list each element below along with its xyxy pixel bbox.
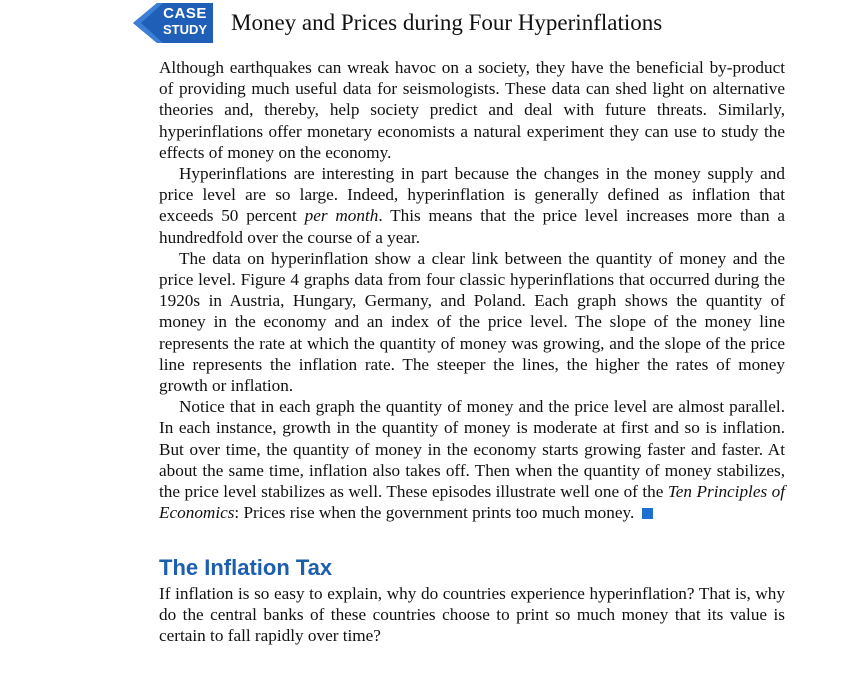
paragraph-4-text-b: : Prices rise when the government prints too much money. <box>234 503 635 523</box>
case-study-body <box>159 57 785 523</box>
paragraph-1: Although earthquakes can wreak havoc on a society, they have the beneficial by-product of providing much useful data for seismologists. These data can shed light on alternative theories and, thereby, help society predict and deal with future threats. Similarly, hyperinflations offer monetary economists a natural experiment they can use to study the effects of money on the economy. <box>159 58 785 162</box>
paragraph-4 <box>159 396 785 523</box>
badge-line-2: STUDY <box>162 22 208 37</box>
case-study-badge <box>133 3 213 43</box>
paragraph-3: The data on hyperinflation show a clear link between the quantity of money and the price level. Figure 4 graphs data from four classic hyperinflations that occurred during the 1920s in Austria, Hungary, Germany, and Poland. Each graph shows the quantity of money in the economy and an index of the price level. The slope of the money line represents the rate at which the quantity of money was growing, and the slope of the price line represents the inflation rate. The steeper the lines, the higher the rates of money growth or inflation. <box>159 248 785 396</box>
paragraph-4-text-a: Notice that in each graph the quantity of money and the price level are almost parallel. In each instance, growth in the quantity of money is moderate at first and so is inflation. But over time, the quantity of money in the economy starts growing faster and faster. At about the same time, inflation also takes off. Then when the quantity of money stabilizes, the price level stabilizes as well. These episodes illustrate well one of the <box>159 397 785 502</box>
paragraph-2-text-a: Hyperinflations are interesting in part because the changes in the money supply and price level are so large. Indeed, hyperinflation is generally defined as inflation that exceeds 50 percent <box>159 164 785 226</box>
badge-line-1: CASE <box>163 5 207 22</box>
case-study-title: Money and Prices during Four Hyperinflations <box>231 10 663 35</box>
section-paragraph: If inflation is so easy to explain, why do countries experience hyperinflation? That is, why do the central banks of these countries choose to print so much money that its value is certain to fall rapidly over time? <box>159 584 785 646</box>
paragraph-4-emphasis: Ten Principles of Economics <box>159 482 785 523</box>
case-study-badge-label <box>159 6 211 38</box>
paragraph-2 <box>159 163 785 248</box>
paragraph-2-emphasis: per month <box>304 206 379 226</box>
paragraph-2-text-b: . This means that the price level increases more than a hundredfold over the course of a year. <box>159 206 785 247</box>
section-heading: The Inflation Tax <box>159 555 333 580</box>
end-of-case-square-icon <box>642 508 653 519</box>
